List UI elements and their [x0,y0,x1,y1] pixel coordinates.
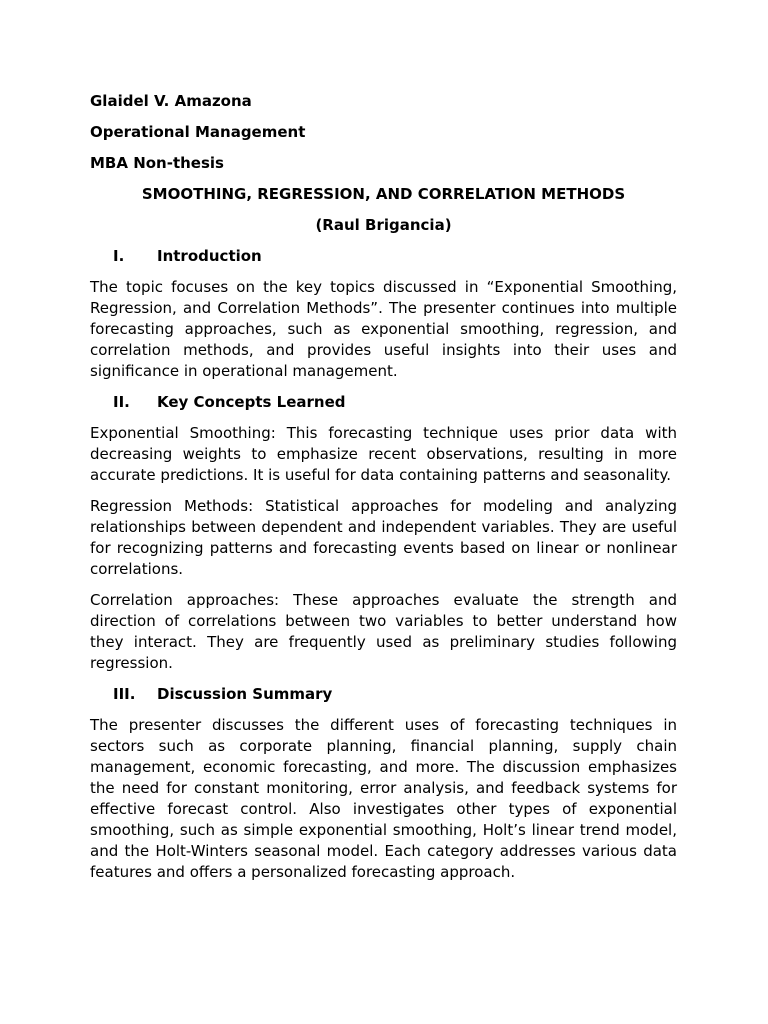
author-name: Glaidel V. Amazona [90,92,252,110]
section-heading-discussion-summary [90,684,677,705]
section-number: III. [113,685,136,703]
paragraph: The topic focuses on the key topics discussed in “Exponential Smoothing, Regression, and Correlation Methods”. The presenter continues into multiple forecasting approaches, such as exponential smoothing, regression, and correlation methods, and provides useful insights into their uses and significance in operational management. [90,278,677,380]
section-title: Introduction [157,247,262,265]
section-title: Discussion Summary [157,685,333,703]
paragraph: Regression Methods: Statistical approaches for modeling and analyzing relationships between dependent and independent variables. They are useful for recognizing patterns and forecasting events based on linear or nonlinear correlations. [90,497,677,578]
paragraph: Exponential Smoothing: This forecasting technique uses prior data with decreasing weights to emphasize recent observations, resulting in more accurate predictions. It is useful for data containing patterns and seasonality. [90,424,677,484]
section-title: Key Concepts Learned [157,393,346,411]
presenter-name: (Raul Brigancia) [315,216,452,234]
section-heading-key-concepts [90,392,677,413]
course-name: Operational Management [90,123,306,141]
paragraph: The presenter discusses the different uses of forecasting techniques in sectors such as corporate planning, financial planning, supply chain management, economic forecasting, and more. The discussion emphasizes the need for constant monitoring, error analysis, and feedback systems for effective forecast control. Also investigates other types of exponential smoothing, such as simple exponential smoothing, Holt’s linear trend model, and the Holt-Winters seasonal model. Each category addresses various data features and offers a personalized forecasting approach. [90,716,677,881]
paragraph: Correlation approaches: These approaches evaluate the strength and direction of correlations between two variables to better understand how they interact. They are frequently used as preliminary studies following regression. [90,591,677,672]
document-title: SMOOTHING, REGRESSION, AND CORRELATION METHODS [141,185,626,203]
program-name: MBA Non-thesis [90,154,224,172]
section-number: I. [113,247,125,265]
document-page [90,91,677,893]
section-number: II. [113,393,130,411]
section-heading-introduction [90,246,677,267]
